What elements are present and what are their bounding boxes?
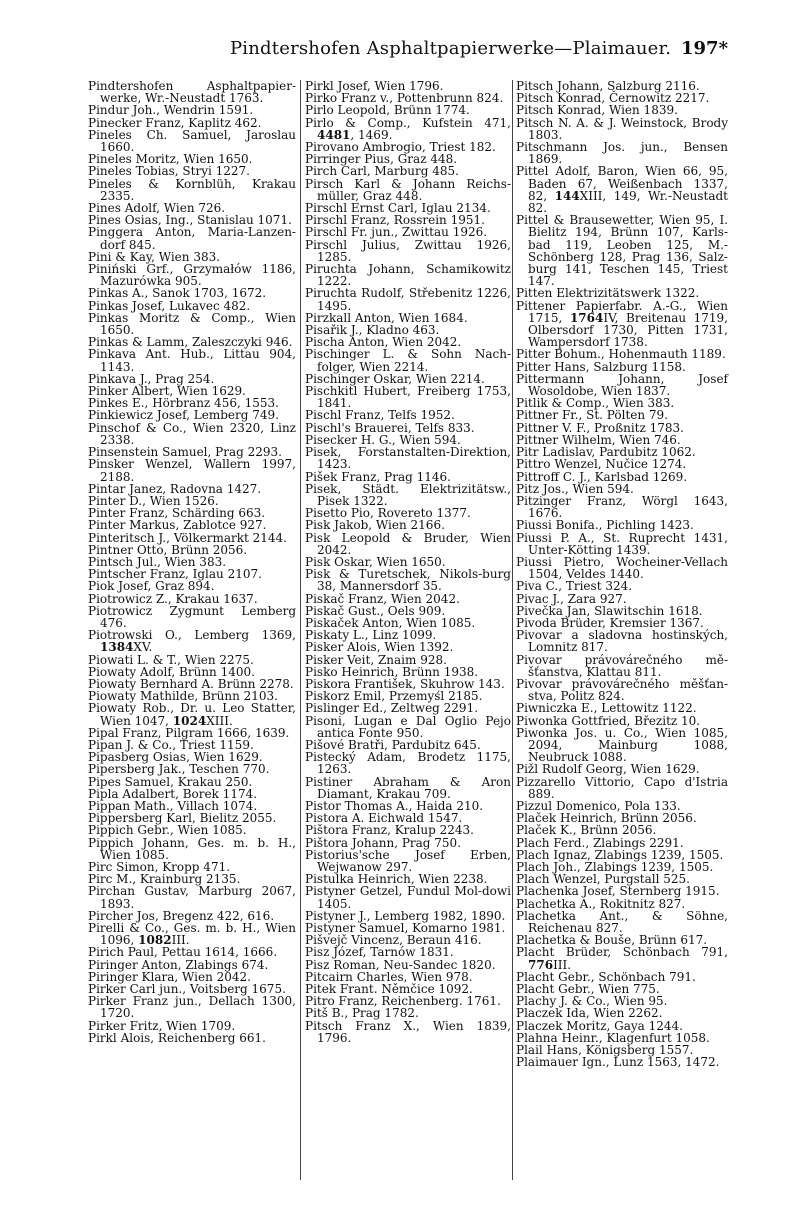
directory-entry: Placht Gebr., Schönbach 791. bbox=[516, 969, 696, 984]
directory-entry: Pisz Roman, Neu-Sandec 1820. bbox=[305, 957, 496, 972]
directory-entry: Pitter Hans, Salzburg 1158. bbox=[516, 359, 686, 374]
directory-entry: Pinkava J., Prag 254. bbox=[88, 371, 215, 386]
directory-entry: Pirlo Leopold, Brünn 1774. bbox=[305, 103, 470, 118]
directory-entry: Pitcairn Charles, Wien 978. bbox=[305, 969, 473, 984]
directory-entry: Pisoni, Lugan e Dal Oglio Pejo antica Fonte 950. bbox=[305, 713, 511, 740]
directory-entry: Pirch Carl, Marburg 485. bbox=[305, 164, 459, 179]
directory-entry: Pinsenstein Samuel, Prag 2293. bbox=[88, 445, 282, 460]
directory-entry: Piok Josef, Graz 894. bbox=[88, 579, 215, 594]
directory-entry: Pirelli & Co., Ges. m. b. H., Wien 1096, 1082III. bbox=[88, 921, 296, 948]
directory-entry: Pisařik J., Kladno 463. bbox=[305, 323, 440, 338]
directory-entry: Pirich Paul, Pettau 1614, 1666. bbox=[88, 945, 278, 960]
directory-entry: Plach Wenzel, Purgstall 525. bbox=[516, 872, 690, 887]
directory-entry: Pinkiewicz Josef, Lemberg 749. bbox=[88, 408, 279, 423]
directory-entry: Pippich Gebr., Wien 1085. bbox=[88, 823, 247, 838]
directory-entry: Pipan J. & Co., Triest 1159. bbox=[88, 737, 254, 752]
directory-entry: Pitro Franz, Reichenberg. 1761. bbox=[305, 994, 501, 1009]
directory-entry: Pirc M., Krainburg 2135. bbox=[88, 872, 241, 887]
directory-entry: Pineles Moritz, Wien 1650. bbox=[88, 152, 253, 167]
directory-entry: Pinker Albert, Wien 1629. bbox=[88, 384, 246, 399]
page-number: 197* bbox=[681, 38, 728, 59]
directory-entry: Plail Hans, Königsberg 1557. bbox=[516, 1043, 694, 1058]
directory-entry: Pirschl Julius, Zwittau 1926, 1285. bbox=[305, 237, 511, 264]
directory-entry: Pitter Bohum., Hohenmauth 1189. bbox=[516, 347, 726, 362]
directory-entry: Piowaty Rob., Dr. u. Leo Statter, Wien 1047, 1024XIII. bbox=[88, 701, 296, 728]
directory-entry: Piskora František, Skuhrow 143. bbox=[305, 676, 505, 691]
directory-entry: Pipal Franz, Pilgram 1666, 1639. bbox=[88, 725, 290, 740]
directory-entry: Placzek Ida, Wien 2262. bbox=[516, 1006, 663, 1021]
directory-entry: Placzek Moritz, Gaya 1244. bbox=[516, 1018, 683, 1033]
directory-entry: Pischl's Brauerei, Telfs 833. bbox=[305, 420, 475, 435]
directory-entry: Pirkl Josef, Wien 1796. bbox=[305, 79, 444, 93]
directory-entry: Piussi Bonifa., Pichling 1423. bbox=[516, 518, 694, 533]
directory-entry: Pittel & Brausewetter, Wien 95, I. Bielitz 194, Brünn 107, Karls-bad 119, Leoben 125, M.-Schönberg 128, Prag 136, Salz-burg 141, Teschen 145, Triest 147. bbox=[516, 213, 728, 289]
directory-entry: Pines Adolf, Wien 726. bbox=[88, 201, 226, 216]
directory-entry: Pirschl Ernst Carl, Iglau 2134. bbox=[305, 201, 491, 216]
directory-entry: Piringer Anton, Zlabings 674. bbox=[88, 957, 269, 972]
directory-entry: Pittroff C. J., Karlsbad 1269. bbox=[516, 469, 688, 484]
directory-entry: Piwonka Gottfried, Březitz 10. bbox=[516, 713, 701, 728]
directory-entry: Pirko Franz v., Pottenbrunn 824. bbox=[305, 91, 504, 106]
directory-entry: Pizzarello Vittorio, Capo d'Istria 889. bbox=[516, 774, 728, 801]
directory-entry: Piskač Franz, Wien 2042. bbox=[305, 591, 460, 606]
directory-entry: Pivovar a sladovna hostinských, Lomnitz 817. bbox=[516, 628, 728, 655]
directory-entry: Pivoda Brüder, Kremsier 1367. bbox=[516, 615, 704, 630]
directory-entry: Piskač Gust., Oels 909. bbox=[305, 603, 446, 618]
directory-entry: Pipla Adalbert, Borek 1174. bbox=[88, 786, 258, 801]
directory-entry: Pindtershofen Asphaltpapier-werke, Wr.-Neustadt 1763. bbox=[88, 79, 296, 106]
directory-entry: Pistecký Adam, Brodetz 1175, 1263. bbox=[305, 750, 511, 777]
directory-entry: Piringer Klara, Wien 2042. bbox=[88, 969, 251, 984]
directory-entry: Pišvejč Vincenz, Beraun 416. bbox=[305, 933, 482, 948]
directory-entry: Pittro Wenzel, Nučice 1274. bbox=[516, 457, 687, 472]
directory-entry: Pinsker Wenzel, Wallern 1997, 2188. bbox=[88, 457, 296, 484]
directory-entry: Pittner Wilhelm, Wien 746. bbox=[516, 432, 681, 447]
directory-entry: Pisecker H. G., Wien 594. bbox=[305, 432, 461, 447]
directory-entry: Pisker Alois, Wien 1392. bbox=[305, 640, 454, 655]
directory-entry: Piskaty L., Linz 1099. bbox=[305, 628, 437, 643]
directory-entry: Pitsch Konrad, Wien 1839. bbox=[516, 103, 678, 118]
directory-entry: Placht Brüder, Schönbach 791, 776III. bbox=[516, 945, 728, 972]
directory-entry: Pini & Kay, Wien 383. bbox=[88, 249, 221, 264]
directory-entry: Pirchan Gustav, Marburg 2067, 1893. bbox=[88, 884, 296, 911]
directory-entry: Pišek Franz, Prag 1146. bbox=[305, 469, 451, 484]
directory-entry: Piowaty Mathilde, Brünn 2103. bbox=[88, 689, 278, 704]
entries-column-3 bbox=[516, 80, 728, 1068]
directory-entry: Piowaty Bernhard A. Brünn 2278. bbox=[88, 676, 294, 691]
directory-entry: Pineles & Kornblüh, Krakau 2335. bbox=[88, 176, 296, 203]
directory-entry: Pirsch Karl & Johann Reichs-müller, Graz 448. bbox=[305, 176, 511, 203]
directory-entry: Pistyner Getzel, Fundul Mol-dowi 1405. bbox=[305, 884, 511, 911]
directory-entry: Pistiner Abraham & Aron Diamant, Krakau 709. bbox=[305, 774, 511, 801]
directory-entry: Plaček K., Brünn 2056. bbox=[516, 823, 657, 838]
directory-entry: Pinggera Anton, Maria-Lanzen-dorf 845. bbox=[88, 225, 296, 252]
directory-entry: Pirc Simon, Kropp 471. bbox=[88, 860, 231, 874]
directory-entry: Pines Osias, Ing., Stanislau 1071. bbox=[88, 213, 292, 228]
directory-entry: Pirovano Ambrogio, Triest 182. bbox=[305, 140, 496, 155]
directory-entry: Plachetka Ant., & Söhne, Reichenau 827. bbox=[516, 908, 728, 936]
directory-entry: Piruchta Rudolf, Střebenitz 1226, 1495. bbox=[305, 286, 511, 313]
directory-entry: Pintar Janez, Radovna 1427. bbox=[88, 481, 262, 496]
directory-entry: Piotrowski O., Lemberg 1369, 1384XV. bbox=[88, 628, 296, 655]
directory-entry: Pitš B., Prag 1782. bbox=[305, 1006, 419, 1021]
directory-entry: Pivac J., Zara 927. bbox=[516, 591, 627, 606]
directory-entry: Pintsch Jul., Wien 383. bbox=[88, 554, 227, 569]
directory-entry: Pitsch Franz X., Wien 1839, 1796. bbox=[305, 1018, 511, 1045]
directory-entry: Pizzul Domenico, Pola 133. bbox=[516, 798, 681, 813]
directory-entry: Pitschmann Jos. jun., Bensen 1869. bbox=[516, 140, 728, 167]
directory-entry: Plachetka A., Rokitnitz 827. bbox=[516, 896, 686, 911]
directory-entry: Pitzinger Franz, Wörgl 1643, 1676. bbox=[516, 493, 728, 521]
directory-entry: Pivovar právovárečného mě-šťanstva, Klattau 811. bbox=[516, 652, 728, 679]
directory-entry: Pitsch Johann, Salzburg 2116. bbox=[516, 79, 700, 93]
directory-entry: Piowaty Adolf, Brünn 1400. bbox=[88, 664, 255, 679]
directory-entry: Placht Gebr., Wien 775. bbox=[516, 982, 660, 997]
directory-entry: Pisko Heinrich, Brünn 1938. bbox=[305, 664, 479, 679]
entries-column-1 bbox=[88, 80, 296, 1044]
directory-entry: Pinkas & Lamm, Zaleszczyki 946. bbox=[88, 335, 293, 350]
directory-entry: Pippersberg Karl, Bielitz 2055. bbox=[88, 811, 277, 826]
directory-entry: Pittner Fr., St. Pölten 79. bbox=[516, 408, 668, 423]
directory-entry: Pittermann Johann, Josef Wosoldobe, Wien 1837. bbox=[516, 371, 728, 399]
directory-entry: Pischinger Oskar, Wien 2214. bbox=[305, 371, 485, 386]
directory-entry: Pistulka Heinrich, Wien 2238. bbox=[305, 872, 488, 887]
directory-entry: Piwniczka E., Lettowitz 1122. bbox=[516, 701, 697, 716]
directory-entry: Pitten Elektrizitätswerk 1322. bbox=[516, 286, 700, 301]
directory-entry: Pirlo & Comp., Kufstein 471, 4481, 1469. bbox=[305, 115, 511, 142]
directory-entry: Pinkas Josef, Lukavec 482. bbox=[88, 298, 251, 313]
directory-entry: Pineles Tobias, Stryi 1227. bbox=[88, 164, 250, 179]
directory-entry: Pirker Carl jun., Voitsberg 1675. bbox=[88, 982, 286, 997]
page-header bbox=[88, 38, 738, 60]
directory-entry: Pistor Thomas A., Haida 210. bbox=[305, 798, 484, 813]
directory-entry: Pitsch Konrad, Černowitz 2217. bbox=[516, 91, 710, 106]
directory-entry: Piussi Pietro, Wocheiner-Vellach 1504, Veldes 1440. bbox=[516, 554, 728, 582]
directory-entry: Pirringer Pius, Graz 448. bbox=[305, 152, 458, 167]
entries-column-2 bbox=[305, 80, 511, 1044]
directory-entry: Pippich Johann, Ges. m. b. H., Wien 1085. bbox=[88, 835, 296, 862]
directory-entry: Piwonka Jos. u. Co., Wien 1085, 2094, Mainburg 1088, Neubruck 1088. bbox=[516, 725, 728, 765]
directory-entry: Pinkas Moritz & Comp., Wien 1650. bbox=[88, 310, 296, 338]
directory-entry: Pivečka Jan, Slawitschin 1618. bbox=[516, 603, 703, 618]
directory-entry: Piotrowicz Zygmunt Lemberg 476. bbox=[88, 603, 296, 630]
directory-entry: Pisetto Pio, Rovereto 1377. bbox=[305, 506, 471, 521]
directory-entry: Pintscher Franz, Iglau 2107. bbox=[88, 567, 262, 582]
directory-entry: Pipes Samuel, Krakau 250. bbox=[88, 774, 253, 789]
directory-entry: Plach Ignaz, Zlabings 1239, 1505. bbox=[516, 847, 724, 862]
directory-entry: Pintner Otto, Brünn 2056. bbox=[88, 542, 248, 557]
directory-entry: Pirker Franz jun., Dellach 1300, 1720. bbox=[88, 994, 296, 1021]
directory-entry: Pisk Jakob, Wien 2166. bbox=[305, 518, 445, 533]
directory-entry: Piva C., Triest 324. bbox=[516, 579, 633, 594]
directory-entry: Pinkava Ant. Hub., Littau 904, 1143. bbox=[88, 347, 296, 374]
directory-entry: Pinter D., Wien 1526. bbox=[88, 493, 219, 508]
directory-entry: Pittener Papierfabr. A.-G., Wien 1715, 1764IV, Breitenau 1719, Olbersdorf 1730, Pitten 1731, Wampersdorf 1738. bbox=[516, 298, 728, 350]
directory-entry: Pištora Franz, Kralup 2243. bbox=[305, 823, 474, 838]
directory-entry: Pipasberg Osias, Wien 1629. bbox=[88, 750, 263, 765]
directory-entry: Piniński Grf., Grzymałów 1186, Mazurówka 905. bbox=[88, 262, 296, 289]
column-divider bbox=[512, 80, 513, 1180]
page-title: Pindtershofen Asphaltpapierwerke—Plaimauer. bbox=[230, 38, 672, 59]
directory-entry: Pisker Veit, Znaim 928. bbox=[305, 652, 447, 667]
directory-entry: Pindur Joh., Wendrin 1591. bbox=[88, 103, 254, 118]
directory-entry: Pistora A. Eichwald 1547. bbox=[305, 811, 463, 826]
directory-entry: Plaimauer Ign., Lunz 1563, 1472. bbox=[516, 1055, 720, 1070]
directory-entry: Pisz Józef, Tarnów 1831. bbox=[305, 945, 454, 960]
directory-entry: Pitr Ladislav, Pardubitz 1062. bbox=[516, 445, 696, 460]
directory-entry: Pislinger Ed., Zeltweg 2291. bbox=[305, 701, 479, 716]
directory-entry: Pinter Franz, Schärding 663. bbox=[88, 506, 266, 521]
directory-entry: Plaček Heinrich, Brünn 2056. bbox=[516, 811, 697, 826]
directory-entry: Pisk Oskar, Wien 1650. bbox=[305, 554, 446, 569]
directory-entry: Plachy J. & Co., Wien 95. bbox=[516, 994, 668, 1009]
directory-entry: Pirschl Fr. jun., Zwittau 1926. bbox=[305, 225, 488, 240]
directory-entry: Pitsch N. A. & J. Weinstock, Brody 1803. bbox=[516, 115, 728, 142]
directory-entry: Pisk & Turetschek, Nikols-burg 38, Mannersdorf 35. bbox=[305, 567, 511, 594]
directory-entry: Pistyner Samuel, Komarno 1981. bbox=[305, 921, 506, 936]
directory-entry: Pisek, Forstanstalten-Direktion, 1423. bbox=[305, 445, 511, 472]
directory-entry: Piruchta Johann, Schamikowitz 1222. bbox=[305, 262, 511, 289]
directory-entry: Pistorius'sche Josef Erben, Wejwanow 297. bbox=[305, 847, 511, 874]
directory-entry: Pinteritsch J., Völkermarkt 2144. bbox=[88, 530, 287, 545]
directory-entry: Pišové Bratři, Pardubitz 645. bbox=[305, 737, 481, 752]
directory-entry: Pitz Jos., Wien 594. bbox=[516, 481, 634, 496]
directory-entry: Pittel Adolf, Baron, Wien 66, 95, Baden 67, Weißenbach 1337, 82, 144XIII, 149, Wr.-Neustadt 82. bbox=[516, 164, 728, 216]
directory-entry: Pisk Leopold & Bruder, Wien 2042. bbox=[305, 530, 511, 557]
column-divider bbox=[300, 80, 301, 1180]
directory-entry: Piskaček Anton, Wien 1085. bbox=[305, 615, 476, 630]
directory-entry: Pinkes E., Hörbranz 456, 1553. bbox=[88, 396, 279, 411]
directory-entry: Pirker Fritz, Wien 1709. bbox=[88, 1018, 236, 1033]
directory-entry: Pittner V. F., Proßnitz 1783. bbox=[516, 420, 684, 435]
directory-entry: Plahna Heinr., Klagenfurt 1058. bbox=[516, 1030, 710, 1045]
directory-entry: Pižl Rudolf Georg, Wien 1629. bbox=[516, 762, 700, 777]
directory-entry: Pinecker Franz, Kaplitz 462. bbox=[88, 115, 262, 130]
directory-entry: Pischkitl Hubert, Freiberg 1753, 1841. bbox=[305, 384, 511, 411]
directory-entry: Pipersberg Jak., Teschen 770. bbox=[88, 762, 270, 777]
directory-entry: Plach Joh., Zlabings 1239, 1505. bbox=[516, 860, 714, 874]
directory-entry: Pinkas A., Sanok 1703, 1672. bbox=[88, 286, 267, 301]
directory-entry: Pinschof & Co., Wien 2320, Linz 2338. bbox=[88, 420, 296, 447]
directory-entry: Piowati L. & T., Wien 2275. bbox=[88, 652, 254, 667]
directory-entry: Pištora Johann, Prag 750. bbox=[305, 835, 462, 850]
directory-entry: Pirzkall Anton, Wien 1684. bbox=[305, 310, 468, 325]
directory-entry: Pirkl Alois, Reichenberg 661. bbox=[88, 1030, 266, 1045]
directory-entry: Pischinger L. & Sohn Nach-folger, Wien 2214. bbox=[305, 347, 511, 374]
directory-entry: Pitek Frant. Němčice 1092. bbox=[305, 982, 473, 997]
directory-entry: Piskorz Emil, Przemyśl 2185. bbox=[305, 689, 483, 704]
directory-entry: Pircher Jos, Bregenz 422, 616. bbox=[88, 908, 275, 923]
directory-entry: Pitlik & Comp., Wien 383. bbox=[516, 396, 675, 411]
directory-entry: Pineles Ch. Samuel, Jaroslau 1660. bbox=[88, 127, 296, 155]
directory-entry: Pinter Markus, Zablotce 927. bbox=[88, 518, 267, 533]
directory-entry: Plachenka Josef, Sternberg 1915. bbox=[516, 884, 720, 899]
directory-entry: Piussi P. A., St. Ruprecht 1431, Unter-Kötting 1439. bbox=[516, 530, 728, 557]
directory-entry: Pippan Math., Villach 1074. bbox=[88, 798, 258, 813]
directory-entry: Pischa Anton, Wien 2042. bbox=[305, 335, 462, 350]
directory-entry: Plach Ferd., Zlabings 2291. bbox=[516, 835, 684, 850]
directory-entry: Piotrowicz Z., Krakau 1637. bbox=[88, 591, 258, 606]
directory-entry: Plachetka & Bouše, Brünn 617. bbox=[516, 933, 708, 948]
directory-entry: Pischl Franz, Telfs 1952. bbox=[305, 408, 455, 423]
directory-entry: Pivovar právovárečného měšťan-stva, Politz 824. bbox=[516, 676, 728, 704]
directory-entry: Pirschl Franz, Rossrein 1951. bbox=[305, 213, 485, 228]
directory-entry: Pistyner J., Lemberg 1982, 1890. bbox=[305, 908, 506, 923]
directory-entry: Pisek, Städt. Elektrizitätsw., Pisek 1322. bbox=[305, 481, 511, 508]
